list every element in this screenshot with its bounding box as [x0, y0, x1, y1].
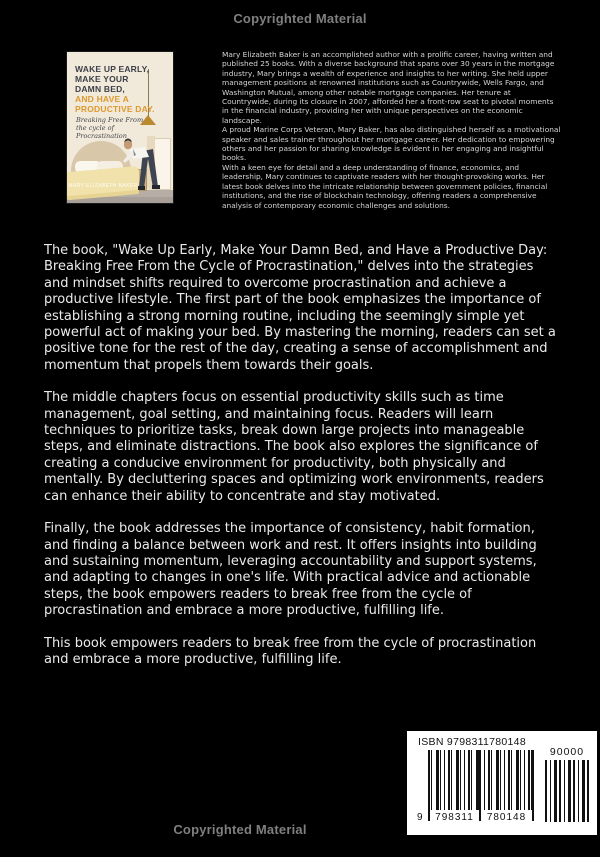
description-paragraph: This book empowers readers to break free from the cycle of procrastination and embrace a more productive, fulfilling life. — [44, 635, 537, 667]
ean-barcode — [417, 750, 536, 826]
addon-barcode-label: 90000 — [549, 746, 585, 758]
copyright-watermark-bottom: Copyrighted Material — [173, 822, 307, 837]
book-cover-thumbnail — [67, 52, 173, 203]
barcode-digit-group: 780148 — [486, 812, 527, 823]
addon-barcode — [543, 746, 591, 822]
cover-title-line: MAKE YOUR — [75, 74, 129, 84]
barcode-digit-group: 9 — [417, 812, 423, 823]
barcode-digit-group: 798311 — [435, 812, 474, 823]
book-description — [44, 243, 560, 684]
addon-barcode-bars — [545, 760, 589, 822]
description-paragraph: The middle chapters focus on essential productivity skills such as time management, goal setting, and maintaining focus. Readers will learn techniques to prioritize tasks, break down large projects into manageable steps, and eliminate distractions. The book also explores the significance of creating a conducive environment for productivity, both physically and mentally. By decluttering spaces and optimizing work environments, readers can enhance their ability to concentrate and stay motivated. — [44, 390, 544, 504]
description-paragraph: Finally, the book addresses the importance of consistency, habit formation, and finding a balance between work and rest. It offers insights into building and sustaining momentum, leveraging accountability and support systems, and adapting to changes in one's life. With practical advice and actionable steps, the book empowers readers to break free from the cycle of procrastination and embrace a more productive, fulfilling life. — [44, 521, 537, 619]
author-bio — [222, 50, 562, 210]
isbn-number: ISBN 9798311780148 — [418, 736, 526, 748]
cover-title-line: PRODUCTIVE DAY. — [75, 104, 155, 114]
cover-author-name: MARY ELIZABETH BAKER — [68, 183, 138, 189]
cover-illustration — [67, 131, 173, 203]
barcode-bars — [428, 750, 534, 810]
cover-title-line: DAMN BED, — [75, 84, 125, 94]
barcode — [407, 731, 597, 835]
copyright-watermark-top: Copyrighted Material — [233, 11, 367, 26]
description-paragraph: The book, "Wake Up Early, Make Your Damn Bed, and Have a Productive Day: Breaking Free From the Cycle of Procrastination," delves into the strategies and mindset shifts required to overcome procrastination and achieve a productive lifestyle. The first part of the book emphasizes the importance of establishing a strong morning routine, including the seemingly simple yet powerful act of making your bed. By mastering the morning, readers can set a positive tone for the rest of the day, creating a sense of accomplishment and momentum that propels them towards their goals. — [44, 243, 556, 373]
cover-title-line: AND HAVE A — [75, 94, 129, 104]
bio-paragraph: With a keen eye for detail and a deep understanding of finance, economics, and leadership, Mary continues to captivate readers with her thought-provoking works. Her latest book delves into the intricate relationship between government policies, financial institutions, and the rise of blockchain technology, offering readers a comprehensive analysis of contemporary economic challenges and solutions. — [222, 162, 548, 210]
cover-title-line: WAKE UP EARLY, — [75, 64, 150, 74]
bio-paragraph: Mary Elizabeth Baker is an accomplished author with a prolific career, having written and published 25 books. With a diverse background that spans over 30 years in the mortgage industry, Mary brings a wealth of experience and insights to her writing. She held upper management positions at renowned institutions such as Countrywide, Wells Fargo, and Washington Mutual, among other notable mortgage companies. Her tenure at Countrywide, during its closure in 2007, afforded her a front-row seat to pivotal moments in the financial industry, providing her with unique perspectives on the economic landscape. — [222, 50, 555, 125]
bio-paragraph: A proud Marine Corps Veteran, Mary Baker, has also distinguished herself as a motivational speaker and sales trainer throughout her mortgage career. Her dedication to empowering others and her passion for sharing knowledge is evident in her engaging and insightful books. — [222, 125, 561, 163]
cover-title — [75, 64, 155, 114]
cover-subtitle: Breaking Free From the cycle of Procrastination — [76, 116, 144, 140]
